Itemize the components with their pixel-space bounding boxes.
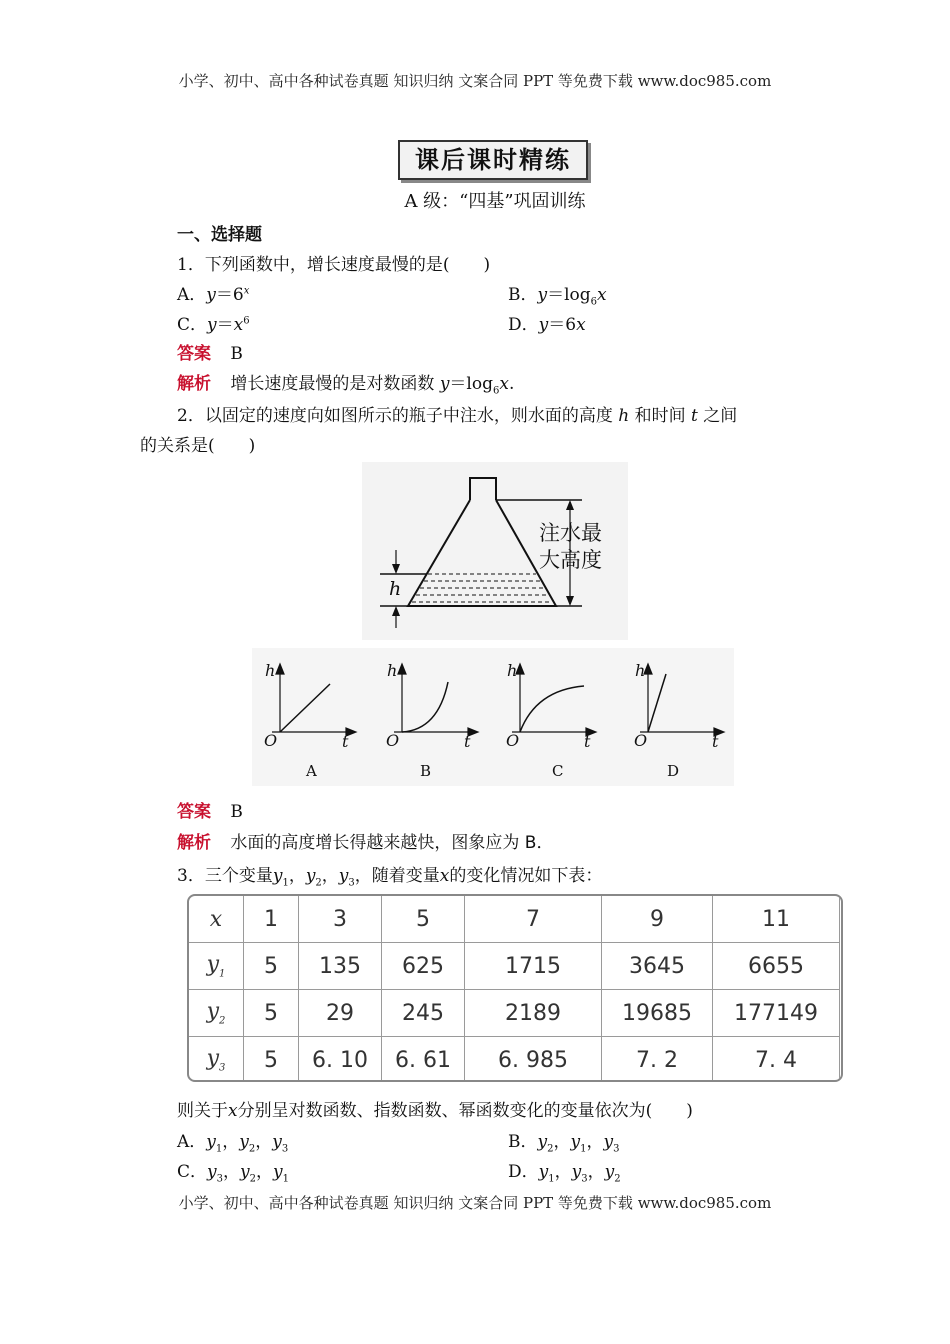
table-row-x (189, 896, 840, 943)
q2-answer-label: 答案 (177, 802, 211, 822)
q3-option-c: C．$y_3$，$y_2$，$y_1$ (177, 1162, 289, 1185)
q2-answer (177, 797, 243, 822)
graph-a-o-label: O (264, 731, 278, 750)
footer-banner: 小学、初中、高中各种试卷真题 知识归纳 文案合同 PPT 等免费下载 www.doc985.com (178, 1194, 772, 1212)
q1-stem: 1．下列函数中，增长速度最慢的是( ) (177, 255, 491, 275)
graph-c-curve (520, 686, 584, 732)
graph-c-caption: C (552, 762, 564, 780)
q3-stem-tail: ，随着变量 (354, 866, 440, 886)
q1-option-d: D．y＝6x (508, 315, 586, 335)
table-cell: 1715 (465, 943, 602, 990)
q3-option-a: A．$y_1$，$y_2$，$y_3$ (177, 1132, 289, 1155)
q2-stem-mid: 和时间 (634, 406, 686, 426)
table-cell: 7 (465, 896, 602, 943)
graph-c-t-label: t (584, 732, 591, 751)
table-cell: 245 (382, 990, 465, 1037)
table-cell: 6. 10 (299, 1037, 382, 1083)
graph-a-curve (280, 684, 330, 732)
q1-option-c-label: C． (177, 315, 208, 335)
table-header-y3: $y_3$ (189, 1037, 244, 1083)
graph-c-h-label: h (507, 661, 518, 680)
q1-option-a: A．$y=6^x$ (177, 285, 250, 305)
table-cell: 5 (244, 990, 299, 1037)
graph-d-o-label: O (634, 731, 648, 750)
q2-analysis-label: 解析 (177, 833, 211, 853)
section-heading: 一、选择题 (177, 225, 262, 245)
graph-d-caption: D (667, 762, 680, 780)
q3-stem-start: 3．三个变量 (177, 866, 273, 886)
graph-d-curve (648, 674, 666, 732)
data-table (188, 895, 840, 1082)
q1-option-a-label: A． (177, 285, 207, 305)
q3-option-d-label: D． (508, 1162, 539, 1182)
table-cell: 3645 (602, 943, 713, 990)
q1-option-c: C．$y=x^6$ (177, 315, 250, 335)
q2-stem-line1: 2．以固定的速度向如图所示的瓶子中注水，则水面的高度 h 和时间 t 之间 (177, 406, 738, 426)
q1-analysis-label: 解析 (177, 374, 211, 394)
q2-stem-start: 2．以固定的速度向如图所示的瓶子中注水，则水面的高度 (177, 406, 613, 426)
q3-stem-end: 的变化情况如下表： (449, 866, 603, 886)
water-h-label: h (389, 578, 402, 600)
graph-c-o-label: O (506, 731, 520, 750)
graph-b-t-label: t (464, 732, 471, 751)
graph-a-caption: A (306, 762, 317, 780)
table-cell: 177149 (713, 990, 840, 1037)
page-title: 课后课时精练 (398, 140, 588, 180)
table-row-y3 (189, 1037, 840, 1083)
graph-d-h-label: h (635, 661, 646, 680)
graph-a-h-label: h (265, 661, 276, 680)
table-cell: 135 (299, 943, 382, 990)
graph-b-caption: B (420, 762, 432, 780)
table-cell: 5 (244, 943, 299, 990)
q3-question-post: 分别呈对数函数、指数函数、幂函数变化的变量依次为( ) (237, 1101, 693, 1121)
table-cell: 9 (602, 896, 713, 943)
q3-option-b-label: B． (508, 1132, 538, 1152)
q3-option-b: B．$y_2$，$y_1$，$y_3$ (508, 1132, 620, 1155)
table-header-x: x (189, 896, 244, 943)
graph-options-axes (252, 648, 734, 748)
table-row-y2 (189, 990, 840, 1037)
q3-option-d: D．$y_1$，$y_3$，$y_2$ (508, 1162, 621, 1185)
graph-b-curve (402, 682, 448, 732)
q2-stem-end: 之间 (703, 406, 738, 426)
table-cell: 2189 (465, 990, 602, 1037)
table-cell: 29 (299, 990, 382, 1037)
table-cell: 6. 985 (465, 1037, 602, 1083)
table-cell: 19685 (602, 990, 713, 1037)
q1-analysis-text: 增长速度最慢的是对数函数 (230, 374, 435, 394)
table-cell: 11 (713, 896, 840, 943)
q1-option-b: B．$y=\log_6x$ (508, 285, 607, 308)
data-table-frame (187, 894, 843, 1082)
q1-option-d-label: D． (508, 315, 539, 335)
q3-question: 则关于x分别呈对数函数、指数函数、幂函数变化的变量依次为( ) (177, 1101, 693, 1121)
table-cell: 1 (244, 896, 299, 943)
graph-d-t-label: t (712, 732, 719, 751)
q3-option-c-label: C． (177, 1162, 208, 1182)
table-cell: 7. 2 (602, 1037, 713, 1083)
q1-option-b-label: B． (508, 285, 538, 305)
q1-analysis: 解析 增长速度最慢的是对数函数 $y=\log_6x$. (177, 374, 515, 397)
table-cell: 3 (299, 896, 382, 943)
table-cell: 625 (382, 943, 465, 990)
q1-answer-value: B (230, 344, 243, 364)
q3-question-pre: 则关于 (177, 1101, 228, 1121)
q3-option-a-label: A． (177, 1132, 207, 1152)
q2-stem-line2: 的关系是( ) (140, 436, 256, 456)
table-cell: 7. 4 (713, 1037, 840, 1083)
table-header-y2: $y_2$ (189, 990, 244, 1037)
q2-analysis-text: 水面的高度增长得越来越快，图象应为 B． (230, 833, 554, 853)
level-subtitle: A 级：“四基”巩固训练 (404, 191, 586, 212)
table-cell: 5 (244, 1037, 299, 1083)
graph-b-o-label: O (386, 731, 400, 750)
graph-a-y-arrow (276, 664, 284, 674)
table-cell: 6655 (713, 943, 840, 990)
header-banner: 小学、初中、高中各种试卷真题 知识归纳 文案合同 PPT 等免费下载 www.doc985.com (178, 72, 772, 90)
table-cell: 5 (382, 896, 465, 943)
q1-answer-label: 答案 (177, 344, 211, 364)
q3-stem: 3．三个变量$y_1$，$y_2$，$y_3$，随着变量x的变化情况如下表： (177, 866, 603, 889)
max-height-label-line2: 大高度 (539, 548, 602, 572)
max-height-label (539, 520, 602, 574)
table-cell: 6. 61 (382, 1037, 465, 1083)
max-height-label-line1: 注水最 (539, 521, 602, 545)
q1-answer (177, 339, 243, 364)
table-header-y1: $y_1$ (189, 943, 244, 990)
graph-a-t-label: t (342, 732, 349, 751)
table-row-y1 (189, 943, 840, 990)
q2-answer-value: B (230, 802, 243, 822)
q2-analysis (177, 828, 553, 853)
graph-b-h-label: h (387, 661, 398, 680)
